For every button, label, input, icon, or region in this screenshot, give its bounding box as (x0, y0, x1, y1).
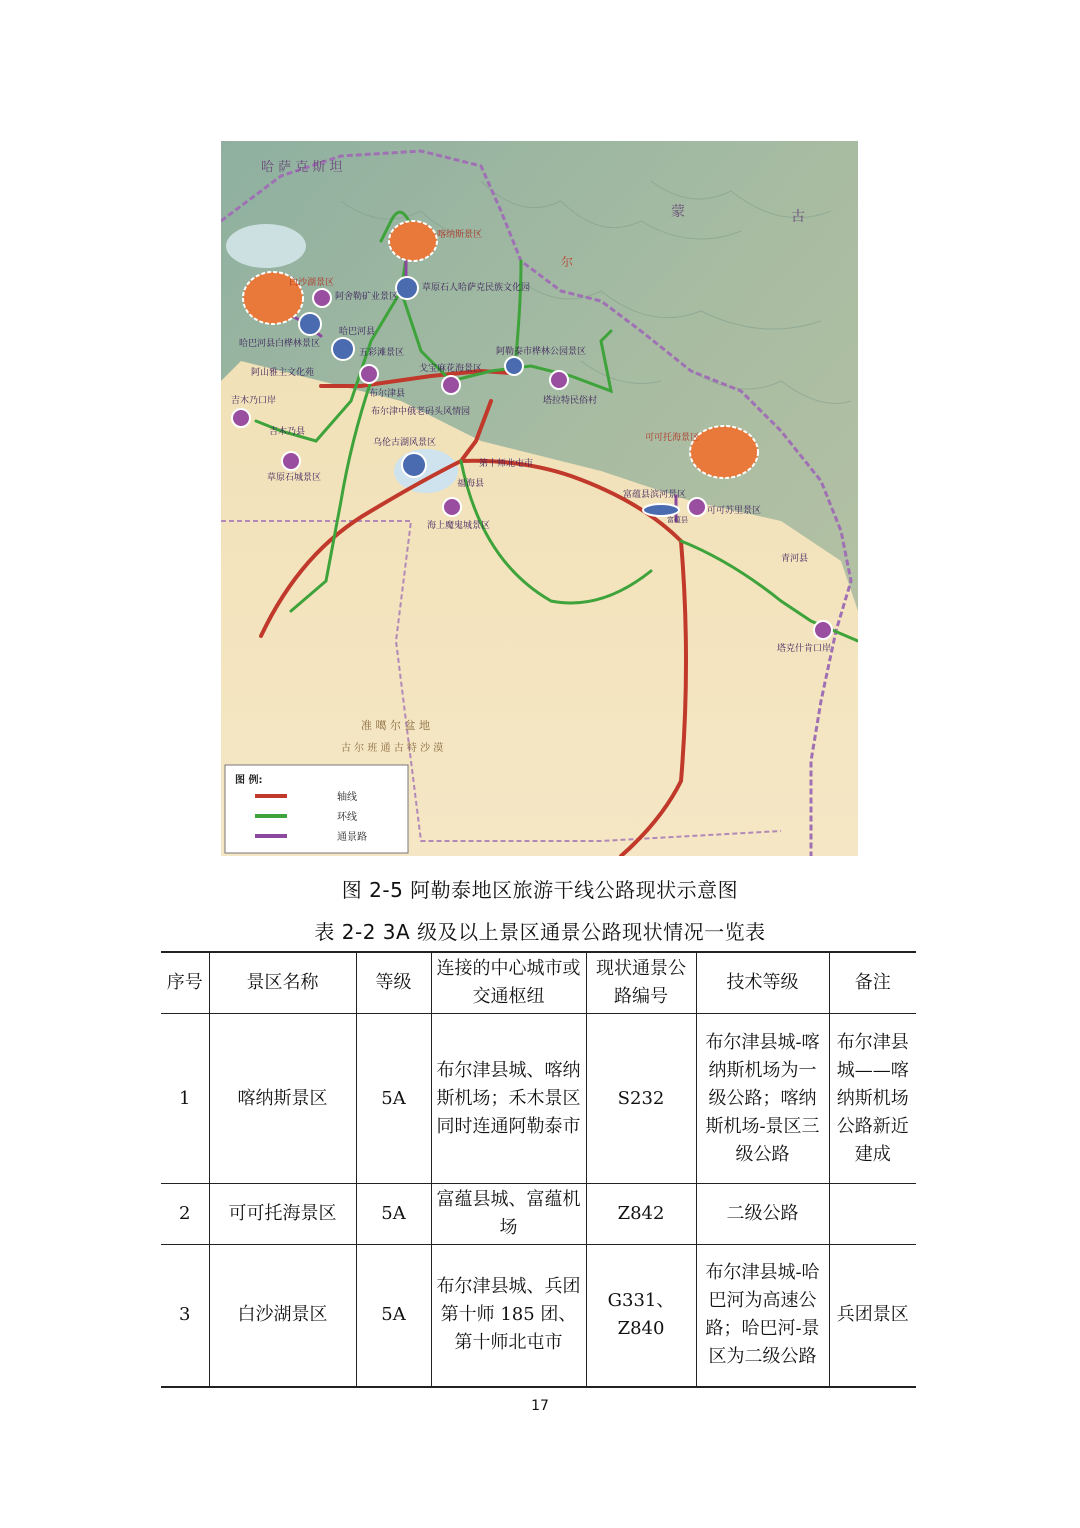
label-qinghe: 青河县 (781, 554, 809, 564)
legend-scenic: 通景路 (337, 832, 367, 843)
cell-road: Z842 (586, 1184, 696, 1245)
label-fuyun-river: 富蕴县滨河景区 (623, 490, 687, 500)
label-habahe-birch: 哈巴河县白桦林景区 (239, 339, 321, 349)
legend-title: 图 例: (235, 775, 263, 786)
label-kekesu: 可可苏里景区 (707, 506, 762, 516)
header-tech: 技术等级 (696, 952, 829, 1014)
label-kanas: 喀纳斯景区 (437, 230, 483, 240)
table-caption: 表 2-2 3A 级及以上景区通景公路现状情况一览表 (314, 920, 766, 944)
cell-note (829, 1184, 916, 1245)
map-legend (225, 765, 408, 853)
cell-note: 兵团景区 (829, 1245, 916, 1387)
header-name: 景区名称 (209, 952, 356, 1014)
tourism-road-map (221, 141, 858, 856)
kanas-zone (389, 221, 437, 261)
cell-name: 喀纳斯景区 (209, 1014, 356, 1184)
label-kazakh-region: 哈 萨 克 斯 坦 (261, 160, 343, 175)
cell-grade: 5A (356, 1245, 431, 1387)
header-hub: 连接的中心城市或交通枢纽 (431, 952, 586, 1014)
lake-northwest (226, 224, 306, 268)
cell-name: 白沙湖景区 (209, 1245, 356, 1387)
header-note: 备注 (829, 952, 916, 1014)
label-forest-park: 阿勒泰市桦林公园景区 (496, 347, 587, 357)
figure-caption: 图 2-5 阿勒泰地区旅游干线公路现状示意图 (341, 878, 739, 902)
cell-name: 可可托海景区 (209, 1184, 356, 1245)
page-number: 17 (531, 1398, 549, 1414)
keketuohai-zone (690, 426, 758, 478)
label-basin: 准 噶 尔 盆 地 (361, 719, 430, 732)
cell-road: S232 (586, 1014, 696, 1184)
header-seq: 序号 (161, 952, 209, 1014)
label-hasake: 草原石人哈萨克民族文化园 (422, 283, 531, 293)
cell-road: G331、Z840 (586, 1245, 696, 1387)
cell-tech: 布尔津县城-喀纳斯机场为一级公路；喀纳斯机场-景区三级公路 (696, 1014, 829, 1184)
label-ulungu: 乌伦古湖风景区 (373, 438, 437, 448)
cell-hub: 富蕴县城、富蕴机场 (431, 1184, 586, 1245)
label-takeshiken: 塔克什肯口岸 (777, 644, 832, 654)
label-gebi: 戈宝麻花海景区 (419, 364, 483, 374)
header-grade: 等级 (356, 952, 431, 1014)
table-header-row (161, 952, 916, 1014)
cell-tech: 二级公路 (696, 1184, 829, 1245)
label-akele: 阿舍勒矿业景区 (335, 292, 399, 302)
label-desert: 古 尔 班 通 古 特 沙 漠 (341, 743, 444, 754)
cell-note: 布尔津县城——喀纳斯机场公路新近建成 (829, 1014, 916, 1184)
label-tala: 塔拉特民俗村 (543, 396, 598, 406)
label-habahe: 哈巴河县 (339, 327, 376, 337)
label-beitun: 第十师北屯市 (479, 459, 534, 469)
cell-seq: 1 (161, 1014, 209, 1184)
cell-seq: 3 (161, 1245, 209, 1387)
cell-tech: 布尔津县城-哈巴河为高速公路；哈巴河-景区为二级公路 (696, 1245, 829, 1387)
label-altai: 尔 (561, 255, 574, 269)
label-keketuohai: 可可托海景区 (645, 433, 700, 443)
label-baisha: 白沙湖景区 (289, 278, 335, 288)
label-grass-stone: 草原石城景区 (267, 473, 322, 483)
label-jimunai-port: 吉木乃口岸 (231, 396, 277, 406)
scenic-road-table (161, 951, 916, 1388)
label-burqin-city: 布尔津中俄老码头风情园 (371, 407, 471, 417)
table-row (161, 1245, 916, 1387)
cell-grade: 5A (356, 1014, 431, 1184)
cell-seq: 2 (161, 1184, 209, 1245)
label-fuyun: 富蕴县 (667, 516, 688, 524)
cell-hub: 布尔津县城、兵团第十师 185 团、第十师北屯市 (431, 1245, 586, 1387)
label-ashan: 阿山雅主文化苑 (251, 368, 315, 378)
table-row (161, 1184, 916, 1245)
label-mongolia-a: 蒙 (671, 204, 685, 220)
label-fuhai: 福海县 (457, 479, 485, 489)
cell-hub: 布尔津县城、喀纳斯机场；禾木景区同时连通阿勒泰市 (431, 1014, 586, 1184)
label-burqin: 布尔津县 (369, 389, 406, 399)
legend-ring: 环线 (337, 812, 357, 823)
fuyun-river-zone (643, 504, 679, 516)
legend-axis: 轴线 (337, 792, 357, 803)
table-row (161, 1014, 916, 1184)
cell-grade: 5A (356, 1184, 431, 1245)
label-devil-city: 海上魔鬼城景区 (427, 521, 491, 531)
label-wucai: 五彩滩景区 (359, 348, 405, 358)
label-jimunai: 吉木乃县 (269, 427, 306, 437)
header-road: 现状通景公路编号 (586, 952, 696, 1014)
label-mongolia-b: 古 (791, 209, 805, 225)
